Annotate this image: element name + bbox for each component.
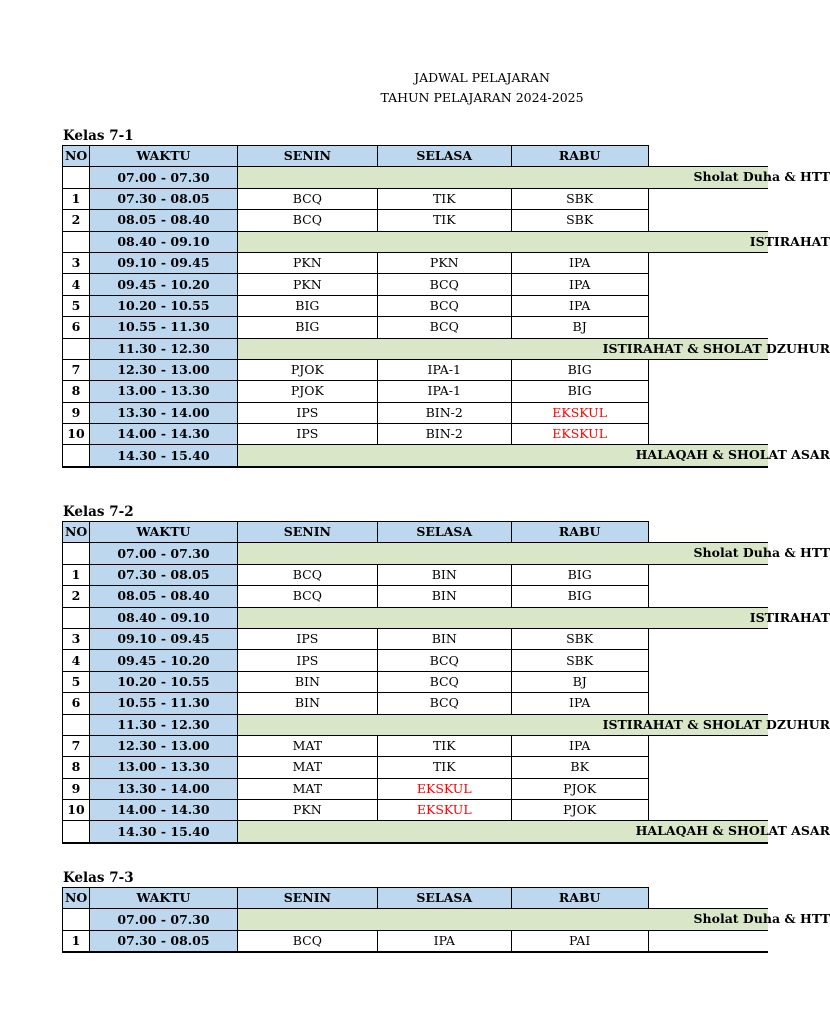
header-selasa: SELASA bbox=[377, 888, 511, 909]
header-waktu: WAKTU bbox=[89, 888, 237, 909]
table-row bbox=[63, 778, 769, 799]
subject-selasa: BIN bbox=[377, 586, 511, 607]
time-slot: 12.30 - 13.00 bbox=[89, 735, 237, 756]
table-row bbox=[63, 650, 769, 671]
header-selasa: SELASA bbox=[377, 522, 511, 543]
subject-selasa: BCQ bbox=[377, 317, 511, 338]
subject-selasa: BCQ bbox=[377, 295, 511, 316]
break-band bbox=[237, 338, 830, 359]
break-label: ISTIRAHAT & SHOLAT DZUHUR bbox=[602, 716, 830, 732]
break-band bbox=[237, 607, 830, 628]
break-band bbox=[237, 909, 830, 930]
overflow-cell bbox=[648, 693, 768, 714]
table-row bbox=[63, 295, 769, 316]
header-overflow bbox=[648, 146, 768, 167]
time-slot: 07.30 - 08.05 bbox=[89, 188, 237, 209]
time-slot: 14.00 - 14.30 bbox=[89, 424, 237, 445]
subject-rabu: IPA bbox=[511, 295, 648, 316]
subject-selasa: BIN-2 bbox=[377, 424, 511, 445]
subject-selasa: IPA-1 bbox=[377, 359, 511, 380]
table-row bbox=[63, 671, 769, 692]
break-row bbox=[63, 821, 769, 843]
header-selasa: SELASA bbox=[377, 146, 511, 167]
row-number: 7 bbox=[63, 735, 90, 756]
overflow-cell bbox=[648, 930, 768, 952]
break-row bbox=[63, 607, 769, 628]
subject-senin: BCQ bbox=[237, 188, 377, 209]
row-number bbox=[63, 543, 90, 564]
row-number: 3 bbox=[63, 628, 90, 649]
row-number: 2 bbox=[63, 210, 90, 231]
row-number bbox=[63, 167, 90, 188]
subject-rabu: PJOK bbox=[511, 800, 648, 821]
break-label: HALAQAH & SHOLAT ASAR bbox=[635, 447, 830, 463]
break-row bbox=[63, 909, 769, 930]
overflow-cell bbox=[648, 274, 768, 295]
subject-rabu: BIG bbox=[511, 564, 648, 585]
header-rabu: RABU bbox=[511, 522, 648, 543]
time-slot: 11.30 - 12.30 bbox=[89, 338, 237, 359]
time-slot: 14.00 - 14.30 bbox=[89, 800, 237, 821]
time-slot: 08.40 - 09.10 bbox=[89, 231, 237, 252]
subject-selasa: PKN bbox=[377, 252, 511, 273]
break-row bbox=[63, 445, 769, 467]
overflow-cell bbox=[648, 317, 768, 338]
break-band bbox=[237, 231, 830, 252]
row-number: 1 bbox=[63, 188, 90, 209]
row-number: 10 bbox=[63, 800, 90, 821]
subject-rabu: SBK bbox=[511, 188, 648, 209]
time-slot: 07.30 - 08.05 bbox=[89, 564, 237, 585]
subject-senin: BIG bbox=[237, 317, 377, 338]
time-slot: 07.00 - 07.30 bbox=[89, 167, 237, 188]
subject-senin: IPS bbox=[237, 628, 377, 649]
header-overflow bbox=[648, 522, 768, 543]
table-row bbox=[63, 930, 769, 952]
row-number: 1 bbox=[63, 930, 90, 952]
time-slot: 13.00 - 13.30 bbox=[89, 757, 237, 778]
break-row bbox=[63, 714, 769, 735]
break-row bbox=[63, 543, 769, 564]
header-waktu: WAKTU bbox=[89, 146, 237, 167]
time-slot: 10.55 - 11.30 bbox=[89, 693, 237, 714]
row-number bbox=[63, 909, 90, 930]
subject-rabu: IPA bbox=[511, 735, 648, 756]
class-schedule-section bbox=[62, 503, 830, 844]
subject-selasa: IPA-1 bbox=[377, 381, 511, 402]
row-number: 7 bbox=[63, 359, 90, 380]
subject-rabu: BJ bbox=[511, 671, 648, 692]
overflow-cell bbox=[648, 586, 768, 607]
table-row bbox=[63, 693, 769, 714]
header-no: NO bbox=[63, 146, 90, 167]
row-number bbox=[63, 231, 90, 252]
subject-senin: IPS bbox=[237, 650, 377, 671]
overflow-cell bbox=[648, 735, 768, 756]
subject-rabu: BIG bbox=[511, 359, 648, 380]
subject-rabu: PAI bbox=[511, 930, 648, 952]
break-label: ISTIRAHAT bbox=[749, 233, 830, 249]
row-number: 9 bbox=[63, 402, 90, 423]
break-band bbox=[237, 445, 830, 467]
header-senin: SENIN bbox=[237, 522, 377, 543]
overflow-cell bbox=[648, 359, 768, 380]
table-row bbox=[63, 210, 769, 231]
subject-rabu: SBK bbox=[511, 650, 648, 671]
table-row bbox=[63, 252, 769, 273]
subject-rabu: SBK bbox=[511, 628, 648, 649]
subject-rabu: BJ bbox=[511, 317, 648, 338]
subject-selasa: BIN bbox=[377, 564, 511, 585]
table-row bbox=[63, 735, 769, 756]
time-slot: 07.00 - 07.30 bbox=[89, 909, 237, 930]
break-label: ISTIRAHAT bbox=[749, 609, 830, 625]
overflow-cell bbox=[648, 210, 768, 231]
subject-rabu: IPA bbox=[511, 693, 648, 714]
subject-rabu: BIG bbox=[511, 381, 648, 402]
overflow-cell bbox=[648, 188, 768, 209]
table-row bbox=[63, 188, 769, 209]
time-slot: 08.05 - 08.40 bbox=[89, 210, 237, 231]
subject-selasa: TIK bbox=[377, 757, 511, 778]
time-slot: 09.45 - 10.20 bbox=[89, 274, 237, 295]
class-schedule-section bbox=[62, 869, 830, 953]
subject-rabu: SBK bbox=[511, 210, 648, 231]
subject-senin: IPS bbox=[237, 402, 377, 423]
table-header-row bbox=[63, 888, 769, 909]
subject-rabu: EKSKUL bbox=[511, 402, 648, 423]
subject-senin: IPS bbox=[237, 424, 377, 445]
subject-senin: PJOK bbox=[237, 359, 377, 380]
subject-selasa: BIN-2 bbox=[377, 402, 511, 423]
time-slot: 09.45 - 10.20 bbox=[89, 650, 237, 671]
subject-senin: PKN bbox=[237, 800, 377, 821]
table-row bbox=[63, 628, 769, 649]
header-overflow bbox=[648, 888, 768, 909]
header-rabu: RABU bbox=[511, 146, 648, 167]
subject-selasa: EKSKUL bbox=[377, 800, 511, 821]
row-number: 8 bbox=[63, 381, 90, 402]
subject-rabu: IPA bbox=[511, 252, 648, 273]
subject-selasa: TIK bbox=[377, 188, 511, 209]
overflow-cell bbox=[648, 295, 768, 316]
schedule-table-viewport bbox=[62, 145, 830, 468]
subject-senin: BCQ bbox=[237, 210, 377, 231]
time-slot: 09.10 - 09.45 bbox=[89, 628, 237, 649]
break-band bbox=[237, 714, 830, 735]
time-slot: 10.55 - 11.30 bbox=[89, 317, 237, 338]
overflow-cell bbox=[648, 252, 768, 273]
subject-selasa: TIK bbox=[377, 210, 511, 231]
table-header-row bbox=[63, 522, 769, 543]
subject-selasa: EKSKUL bbox=[377, 778, 511, 799]
time-slot: 12.30 - 13.00 bbox=[89, 359, 237, 380]
class-title: Kelas 7-2 bbox=[63, 504, 134, 520]
row-number bbox=[63, 445, 90, 467]
time-slot: 09.10 - 09.45 bbox=[89, 252, 237, 273]
row-number bbox=[63, 338, 90, 359]
row-number: 3 bbox=[63, 252, 90, 273]
break-band bbox=[237, 821, 830, 843]
table-header-row bbox=[63, 146, 769, 167]
overflow-cell bbox=[648, 424, 768, 445]
schedule-table bbox=[62, 521, 830, 844]
table-row bbox=[63, 800, 769, 821]
time-slot: 07.00 - 07.30 bbox=[89, 543, 237, 564]
document-title: JADWAL PELAJARAN bbox=[414, 70, 550, 85]
subject-senin: BCQ bbox=[237, 564, 377, 585]
overflow-cell bbox=[648, 671, 768, 692]
subject-senin: BIG bbox=[237, 295, 377, 316]
subject-senin: PKN bbox=[237, 274, 377, 295]
subject-selasa: TIK bbox=[377, 735, 511, 756]
subject-senin: BCQ bbox=[237, 586, 377, 607]
row-number bbox=[63, 714, 90, 735]
subject-senin: PJOK bbox=[237, 381, 377, 402]
break-label: Sholat Duha & HTT bbox=[693, 169, 830, 185]
header-no: NO bbox=[63, 522, 90, 543]
row-number: 10 bbox=[63, 424, 90, 445]
overflow-cell bbox=[648, 381, 768, 402]
header-senin: SENIN bbox=[237, 888, 377, 909]
time-slot: 10.20 - 10.55 bbox=[89, 671, 237, 692]
row-number: 8 bbox=[63, 757, 90, 778]
row-number: 5 bbox=[63, 295, 90, 316]
table-row bbox=[63, 564, 769, 585]
class-schedule-section bbox=[62, 127, 830, 468]
break-row bbox=[63, 231, 769, 252]
row-number bbox=[63, 821, 90, 843]
row-number: 6 bbox=[63, 317, 90, 338]
break-label: ISTIRAHAT & SHOLAT DZUHUR bbox=[602, 340, 830, 356]
time-slot: 13.30 - 14.00 bbox=[89, 402, 237, 423]
class-title: Kelas 7-3 bbox=[63, 870, 134, 886]
subject-senin: BIN bbox=[237, 693, 377, 714]
subject-rabu: IPA bbox=[511, 274, 648, 295]
break-label: Sholat Duha & HTT bbox=[693, 911, 830, 927]
header-no: NO bbox=[63, 888, 90, 909]
overflow-cell bbox=[648, 778, 768, 799]
subject-senin: PKN bbox=[237, 252, 377, 273]
overflow-cell bbox=[648, 402, 768, 423]
subject-senin: BCQ bbox=[237, 930, 377, 952]
time-slot: 08.40 - 09.10 bbox=[89, 607, 237, 628]
header-waktu: WAKTU bbox=[89, 522, 237, 543]
subject-senin: MAT bbox=[237, 778, 377, 799]
schedule-table-viewport bbox=[62, 521, 830, 844]
time-slot: 07.30 - 08.05 bbox=[89, 930, 237, 952]
subject-rabu: BIG bbox=[511, 586, 648, 607]
time-slot: 08.05 - 08.40 bbox=[89, 586, 237, 607]
break-row bbox=[63, 338, 769, 359]
subject-rabu: PJOK bbox=[511, 778, 648, 799]
table-row bbox=[63, 402, 769, 423]
class-title: Kelas 7-1 bbox=[63, 128, 134, 144]
schedule-table bbox=[62, 145, 830, 468]
row-number: 4 bbox=[63, 274, 90, 295]
row-number: 2 bbox=[63, 586, 90, 607]
subject-selasa: BCQ bbox=[377, 671, 511, 692]
subject-selasa: BCQ bbox=[377, 274, 511, 295]
header-senin: SENIN bbox=[237, 146, 377, 167]
overflow-cell bbox=[648, 757, 768, 778]
overflow-cell bbox=[648, 564, 768, 585]
subject-selasa: IPA bbox=[377, 930, 511, 952]
subject-senin: MAT bbox=[237, 757, 377, 778]
subject-senin: MAT bbox=[237, 735, 377, 756]
subject-selasa: BCQ bbox=[377, 693, 511, 714]
document-subtitle: TAHUN PELAJARAN 2024-2025 bbox=[380, 90, 584, 105]
table-row bbox=[63, 586, 769, 607]
time-slot: 11.30 - 12.30 bbox=[89, 714, 237, 735]
header-rabu: RABU bbox=[511, 888, 648, 909]
table-row bbox=[63, 424, 769, 445]
schedule-table bbox=[62, 887, 830, 953]
overflow-cell bbox=[648, 650, 768, 671]
row-number: 9 bbox=[63, 778, 90, 799]
break-band bbox=[237, 167, 830, 188]
table-row bbox=[63, 381, 769, 402]
row-number: 6 bbox=[63, 693, 90, 714]
time-slot: 10.20 - 10.55 bbox=[89, 295, 237, 316]
break-row bbox=[63, 167, 769, 188]
time-slot: 13.30 - 14.00 bbox=[89, 778, 237, 799]
time-slot: 14.30 - 15.40 bbox=[89, 445, 237, 467]
row-number bbox=[63, 607, 90, 628]
subject-senin: BIN bbox=[237, 671, 377, 692]
break-band bbox=[237, 543, 830, 564]
table-row bbox=[63, 757, 769, 778]
subject-rabu: EKSKUL bbox=[511, 424, 648, 445]
time-slot: 13.00 - 13.30 bbox=[89, 381, 237, 402]
table-row bbox=[63, 317, 769, 338]
subject-selasa: BCQ bbox=[377, 650, 511, 671]
row-number: 5 bbox=[63, 671, 90, 692]
subject-selasa: BIN bbox=[377, 628, 511, 649]
subject-rabu: BK bbox=[511, 757, 648, 778]
overflow-cell bbox=[648, 628, 768, 649]
table-row bbox=[63, 274, 769, 295]
table-row bbox=[63, 359, 769, 380]
schedule-table-viewport bbox=[62, 887, 830, 953]
break-label: Sholat Duha & HTT bbox=[693, 545, 830, 561]
break-label: HALAQAH & SHOLAT ASAR bbox=[635, 823, 830, 839]
time-slot: 14.30 - 15.40 bbox=[89, 821, 237, 843]
row-number: 4 bbox=[63, 650, 90, 671]
overflow-cell bbox=[648, 800, 768, 821]
row-number: 1 bbox=[63, 564, 90, 585]
